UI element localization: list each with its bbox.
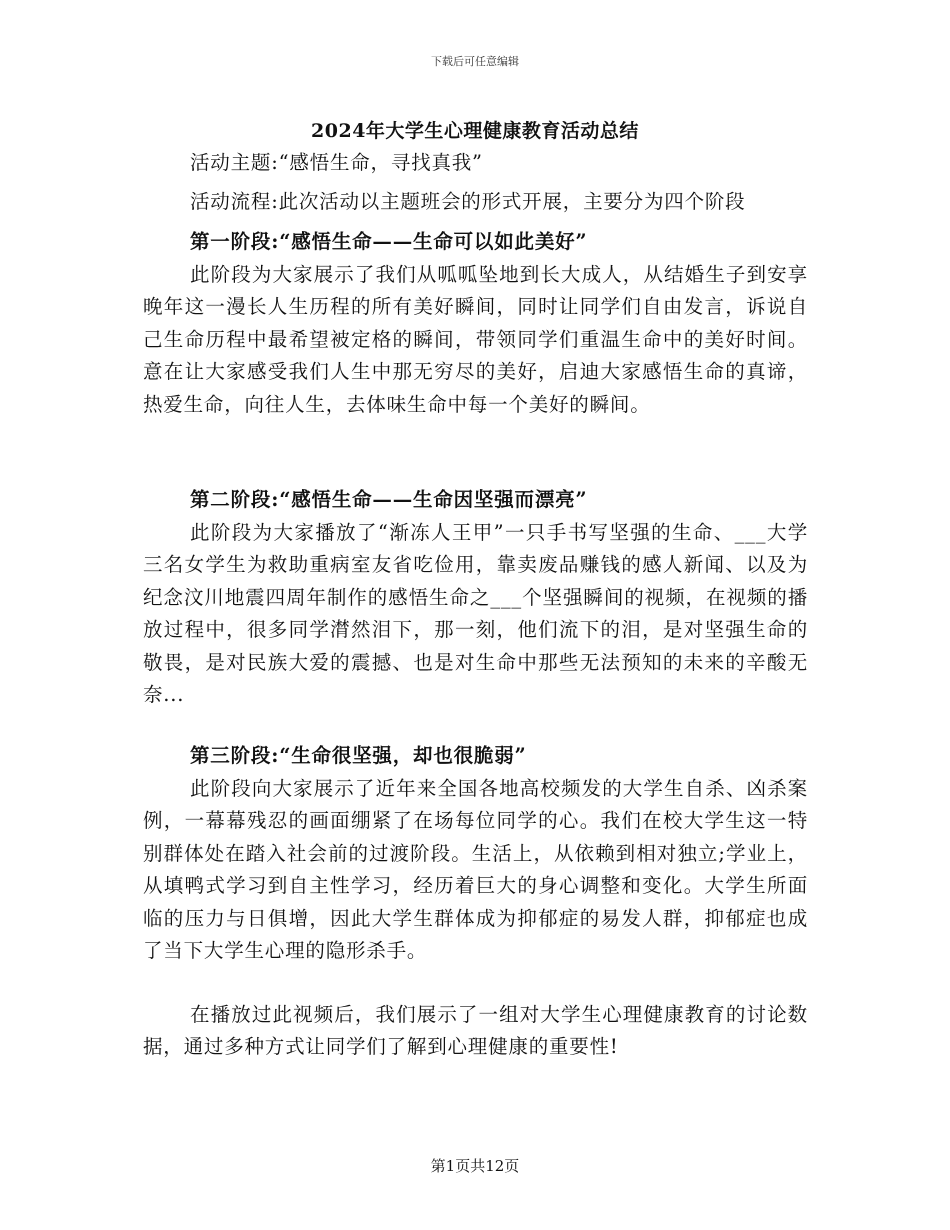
stage-2-heading: 第二阶段:“感悟生命——生命因坚强而漂亮” (190, 488, 588, 511)
stage-3-heading: 第三阶段:“生命很坚强，却也很脆弱” (190, 744, 527, 767)
stage-3-paragraph: 此阶段向大家展示了近年来全国各地高校频发的大学生自杀、凶杀案例，一幕幕残忍的画面绷紧了在场每位同学的心。我们在校大学生这一特别群体处在踏入社会前的过渡阶段。生活上，从依赖到相对独立;学业上，从填鸭式学习到自主性学习，经历着巨大的身心调整和变化。大学生所面临的压力与日俱增，因此大学生群体成为抑郁症的易发人群，抑郁症也成了当下大学生心理的隐形杀手。 (143, 777, 808, 963)
page-footer: 第1页共12页 (430, 1157, 520, 1175)
activity-theme: 活动主题:“感悟生命，寻找真我” (190, 151, 483, 174)
stage-3-paragraph-2: 在播放过此视频后，我们展示了一组对大学生心理健康教育的讨论数据，通过多种方式让同学们了解到心理健康的重要性! (143, 1003, 808, 1059)
stage-2-paragraph: 此阶段为大家播放了“渐冻人王甲”一只手书写坚强的生命、___大学三名女学生为救助重病室友省吃俭用，靠卖废品赚钱的感人新闻、以及为纪念汶川地震四周年制作的感悟生命之___个坚强瞬间的视频，在视频的播放过程中，很多同学潸然泪下，那一刻，他们流下的泪，是对坚强生命的敬畏，是对民族大爱的震撼、也是对生命中那些无法预知的未来的辛酸无奈... (143, 521, 808, 707)
stage-1-paragraph: 此阶段为大家展示了我们从呱呱坠地到长大成人，从结婚生子到安享晚年这一漫长人生历程的所有美好瞬间，同时让同学们自由发言，诉说自己生命历程中最希望被定格的瞬间，带领同学们重温生命中的美好时间。意在让大家感受我们人生中那无穷尽的美好，启迪大家感悟生命的真谛，热爱生命，向往人生，去体味生命中每一个美好的瞬间。 (143, 263, 808, 416)
document-title: 2024年大学生心理健康教育活动总结 (311, 120, 639, 142)
stage-1-heading: 第一阶段:“感悟生命——生命可以如此美好” (190, 230, 588, 253)
header-note: 下载后可任意编辑 (431, 55, 519, 68)
activity-process: 活动流程:此次活动以主题班会的形式开展，主要分为四个阶段 (190, 190, 746, 213)
